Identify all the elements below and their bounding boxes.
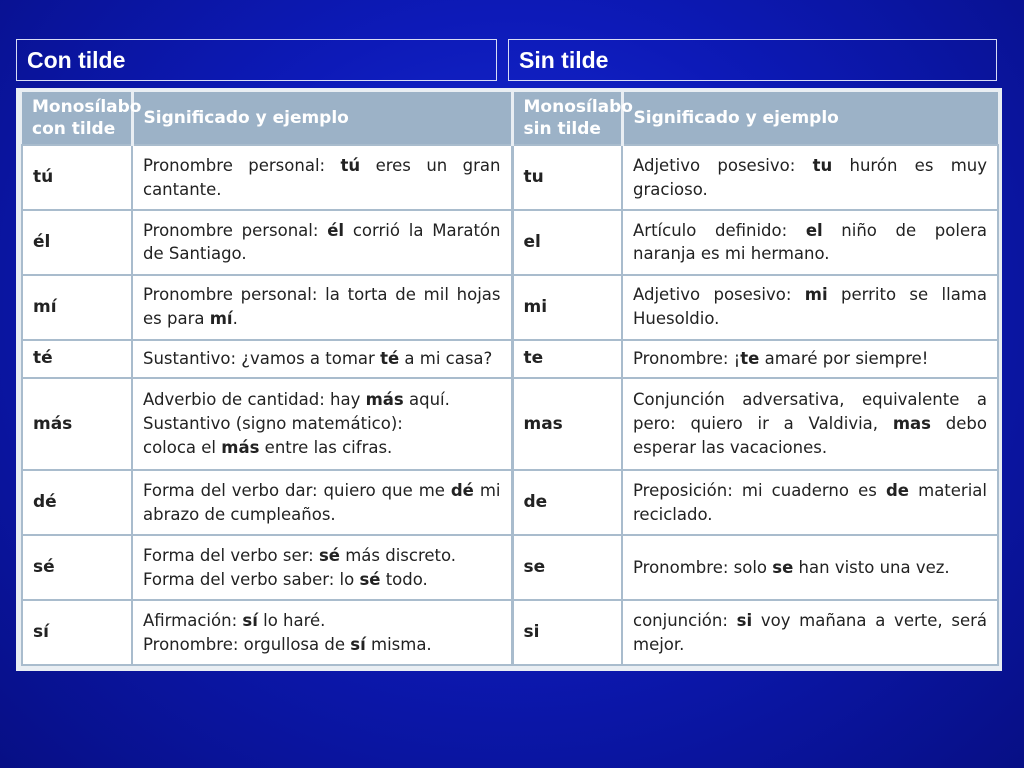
sin-tilde-meaning (622, 535, 998, 600)
con-tilde-word: dé (22, 470, 132, 535)
meaning-line (633, 388, 987, 460)
meaning-line (143, 219, 501, 267)
table-row (22, 145, 998, 210)
sin-tilde-word: el (512, 210, 622, 275)
meaning-text: misma. (365, 634, 432, 654)
con-tilde-meaning (132, 378, 512, 471)
meaning-text: . (232, 309, 238, 329)
meaning-text: Pronombre: orgullosa de (143, 634, 351, 654)
meaning-line (633, 347, 987, 371)
example-word: sé (318, 545, 340, 565)
example-word: tu (812, 155, 833, 175)
meaning-text: a mi casa? (399, 348, 493, 368)
meaning-line (633, 219, 987, 267)
meaning-text: Sustantivo: ¿vamos a tomar (143, 348, 381, 368)
example-word: de (885, 480, 909, 500)
con-tilde-header: Con tilde (16, 39, 497, 81)
meaning-text: perrito se llama Huesoldio. (633, 285, 988, 329)
con-tilde-word: tú (22, 145, 132, 210)
sin-tilde-word: te (512, 340, 622, 378)
monosyllable-table (21, 92, 999, 666)
meaning-line (143, 436, 501, 460)
meaning-text: han visto una vez. (793, 557, 950, 577)
meaning-text: Artículo definido: (633, 220, 806, 240)
meaning-text: Forma del verbo saber: lo (143, 569, 360, 589)
table-row (22, 340, 998, 378)
table-row (22, 470, 998, 535)
meaning-text: Pronombre personal: (143, 220, 328, 240)
meaning-text: Afirmación: (143, 610, 243, 630)
table-row (22, 378, 998, 471)
con-tilde-word: él (22, 210, 132, 275)
meaning-text: más discreto. (339, 545, 457, 565)
column-header: Significado y ejemplo (132, 92, 512, 145)
meaning-text: Pronombre personal: (143, 155, 341, 175)
meaning-line (633, 556, 987, 580)
example-word: mas (892, 414, 931, 434)
meaning-text: lo haré. (257, 610, 326, 630)
meaning-text: eres un gran cantante. (143, 155, 501, 199)
sin-tilde-word: se (512, 535, 622, 600)
sin-tilde-meaning (622, 145, 998, 210)
meaning-text: mi abrazo de cumpleaños. (143, 480, 501, 524)
meaning-text: material reciclado. (633, 480, 987, 524)
table-row (22, 600, 998, 665)
meaning-text: amaré por siempre! (759, 348, 929, 368)
meaning-line (143, 544, 501, 568)
meaning-line (143, 609, 501, 633)
column-header: Significado y ejemplo (622, 92, 998, 145)
monosyllable-table-frame (16, 88, 1002, 671)
example-word: él (327, 220, 345, 240)
table-body (22, 145, 998, 665)
meaning-text: Adverbio de cantidad: hay (143, 390, 366, 410)
meaning-line (143, 568, 501, 592)
meaning-line (143, 633, 501, 657)
meaning-text: debo esperar las vacaciones. (633, 414, 987, 457)
sin-tilde-word: de (512, 470, 622, 535)
column-header: Monosílabo con tilde (22, 92, 132, 145)
example-word: té (380, 348, 400, 368)
meaning-line (633, 479, 987, 527)
con-tilde-meaning (132, 210, 512, 275)
meaning-text: Conjunción adversativa, equivalente a pero: quiero ir a Valdivia, (633, 390, 987, 434)
example-word: sí (350, 634, 366, 654)
table-header-row (22, 92, 998, 145)
example-word: sí (242, 610, 258, 630)
sin-tilde-word: mas (512, 378, 622, 471)
con-tilde-meaning (132, 145, 512, 210)
con-tilde-meaning (132, 340, 512, 378)
example-word: mí (209, 309, 233, 329)
meaning-text: Adjetivo posesivo: (633, 155, 813, 175)
table-row (22, 210, 998, 275)
meaning-line (143, 388, 501, 412)
meaning-line (633, 154, 987, 202)
sin-tilde-meaning (622, 275, 998, 340)
meaning-line (633, 609, 987, 657)
sin-tilde-meaning (622, 600, 998, 665)
meaning-text: todo. (380, 569, 428, 589)
example-word: el (805, 220, 823, 240)
column-header: Monosílabo sin tilde (512, 92, 622, 145)
meaning-text: Forma del verbo ser: (143, 545, 319, 565)
sin-tilde-header: Sin tilde (508, 39, 997, 81)
sin-tilde-meaning (622, 210, 998, 275)
meaning-text: Sustantivo (signo matemático): (143, 414, 403, 434)
example-word: dé (450, 480, 474, 500)
example-word: si (736, 610, 753, 630)
meaning-text: corrió la Maratón de Santiago. (143, 220, 501, 264)
sin-tilde-meaning (622, 470, 998, 535)
con-tilde-meaning (132, 535, 512, 600)
sin-tilde-word: si (512, 600, 622, 665)
meaning-text: niño de polera naranja es mi hermano. (633, 220, 988, 264)
meaning-line (143, 347, 501, 371)
sin-tilde-meaning (622, 378, 998, 471)
example-word: te (740, 348, 760, 368)
con-tilde-meaning (132, 470, 512, 535)
meaning-text: Forma del verbo dar: quiero que me (143, 480, 451, 500)
sin-tilde-word: mi (512, 275, 622, 340)
meaning-line (143, 154, 501, 202)
example-word: más (221, 437, 260, 457)
sin-tilde-meaning (622, 340, 998, 378)
con-tilde-word: sí (22, 600, 132, 665)
meaning-line (633, 283, 987, 331)
meaning-text: hurón es muy gracioso. (633, 155, 987, 199)
meaning-text: Preposición: mi cuaderno es (633, 480, 886, 500)
meaning-text: entre las cifras. (259, 437, 393, 457)
meaning-text: conjunción: (633, 610, 737, 630)
table-row (22, 535, 998, 600)
con-tilde-meaning (132, 600, 512, 665)
meaning-line (143, 412, 501, 436)
meaning-text: Pronombre personal: la torta de mil hojas es para (143, 285, 501, 329)
example-word: sé (359, 569, 381, 589)
table-row (22, 275, 998, 340)
con-tilde-word: más (22, 378, 132, 471)
example-word: más (365, 390, 404, 410)
meaning-text: aquí. (403, 390, 450, 410)
meaning-text: Adjetivo posesivo: (633, 285, 805, 305)
con-tilde-word: sé (22, 535, 132, 600)
con-tilde-word: mí (22, 275, 132, 340)
example-word: se (772, 557, 794, 577)
meaning-line (143, 283, 501, 331)
meaning-line (143, 479, 501, 527)
con-tilde-meaning (132, 275, 512, 340)
con-tilde-word: té (22, 340, 132, 378)
sin-tilde-word: tu (512, 145, 622, 210)
meaning-text: voy mañana a verte, será mejor. (633, 610, 987, 654)
meaning-text: Pronombre: ¡ (633, 348, 741, 368)
meaning-text: coloca el (143, 437, 222, 457)
example-word: tú (340, 155, 361, 175)
meaning-text: Pronombre: solo (633, 557, 773, 577)
example-word: mi (804, 285, 828, 305)
